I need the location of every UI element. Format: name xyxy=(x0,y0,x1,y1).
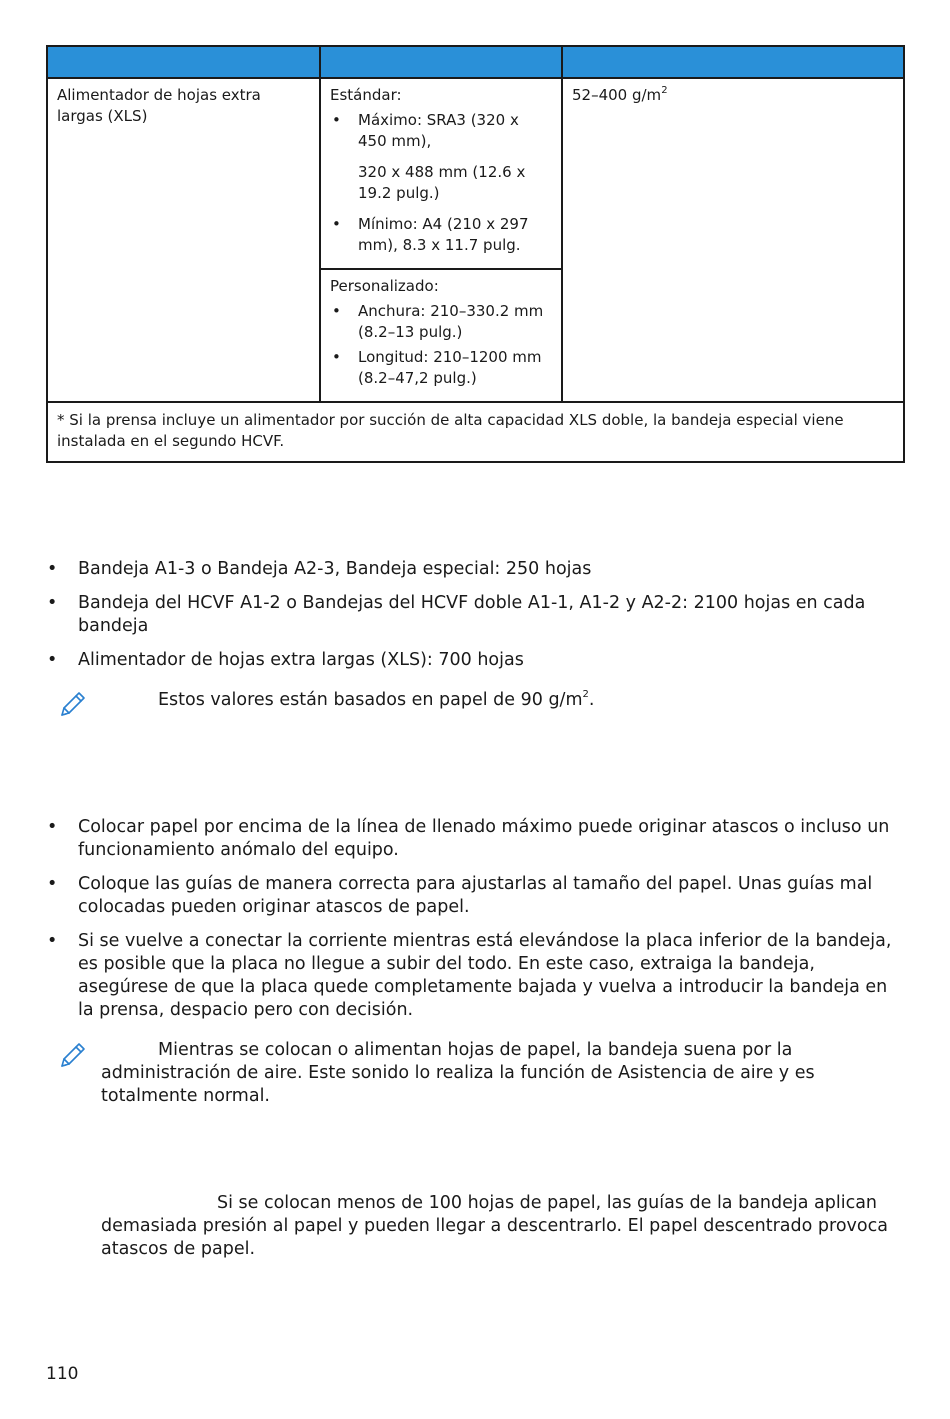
list-item: • Alimentador de hojas extra largas (XLS): 700 hojas xyxy=(46,649,906,672)
paper-size-cell xyxy=(320,78,562,402)
custom-sizes-block xyxy=(321,268,561,401)
table-row xyxy=(47,78,904,402)
weight-superscript: 2 xyxy=(661,85,668,96)
list-item: • Longitud: 210–1200 mm (8.2–47,2 pulg.) xyxy=(330,347,552,389)
list-item: • Bandeja del HCVF A1-2 o Bandejas del HCVF doble A1-1, A1-2 y A2-2: 2100 hojas en cada bandeja xyxy=(46,592,906,638)
note-basis-weight xyxy=(158,689,878,712)
paper-weight-cell xyxy=(562,78,904,402)
list-item: • Bandeja A1-3 o Bandeja A2-3, Bandeja especial: 250 hojas xyxy=(46,558,906,581)
page-number: 110 xyxy=(46,1364,79,1384)
loading-guidelines-list xyxy=(46,816,906,1033)
table-header-cell xyxy=(320,46,562,78)
standard-max-continuation: 320 x 488 mm (12.6 x 19.2 pulg.) xyxy=(358,163,526,202)
note-air-assist: Mientras se colocan o alimentan hojas de papel, la bandeja suena por la administración de aire. Este sonido lo realiza la función de Asistencia de aire y es totalmente normal. xyxy=(101,1040,815,1106)
caution-text: Si se colocan menos de 100 hojas de papel, las guías de la bandeja aplican demasiada presión al papel y pueden llegar a descentrarlo. El papel descentrado provoca atascos de papel. xyxy=(101,1193,888,1259)
paper-source-cell: Alimentador de hojas extra largas (XLS) xyxy=(47,78,320,402)
pencil-icon xyxy=(58,689,88,719)
custom-label: Personalizado: xyxy=(330,277,439,295)
standard-sizes-block xyxy=(321,79,561,268)
tray-capacity-list xyxy=(46,558,906,683)
table-footnote-row xyxy=(47,402,904,462)
note-superscript: 2 xyxy=(582,689,589,701)
table-header-cell xyxy=(562,46,904,78)
custom-size-list xyxy=(330,301,552,389)
table-header-cell xyxy=(47,46,320,78)
standard-size-list xyxy=(330,110,552,152)
standard-size-list xyxy=(330,214,552,256)
list-item: • Coloque las guías de manera correcta para ajustarlas al tamaño del papel. Unas guías mal colocadas pueden originar atascos de papel. xyxy=(46,873,906,919)
note-text: Estos valores están basados en papel de 90 g/m xyxy=(158,690,583,710)
table-header-row xyxy=(47,46,904,78)
standard-label: Estándar: xyxy=(330,86,402,104)
paper-spec-table xyxy=(46,45,905,463)
weight-value: 52–400 g/m xyxy=(572,86,662,104)
pencil-icon xyxy=(58,1040,88,1070)
note-tail: . xyxy=(588,690,595,710)
table-footnote: * Si la prensa incluye un alimentador por succión de alta capacidad XLS doble, la bandeja especial viene instalada en el segundo HCVF. xyxy=(47,402,904,462)
list-item: • Colocar papel por encima de la línea de llenado máximo puede originar atascos o incluso un funcionamiento anómalo del equipo. xyxy=(46,816,906,862)
list-item: • Mínimo: A4 (210 x 297 mm), 8.3 x 11.7 pulg. xyxy=(330,214,552,256)
list-item: • Anchura: 210–330.2 mm (8.2–13 pulg.) xyxy=(330,301,552,343)
list-item: • Máximo: SRA3 (320 x 450 mm), xyxy=(330,110,552,152)
list-item: • Si se vuelve a conectar la corriente mientras está elevándose la placa inferior de la bandeja, es posible que la placa no llegue a subir del todo. En este caso, extraiga la bandeja, asegúrese de que la placa quede completamente bajada y vuelva a introducir la bandeja en la prensa, despacio pero con decisión. xyxy=(46,930,906,1022)
